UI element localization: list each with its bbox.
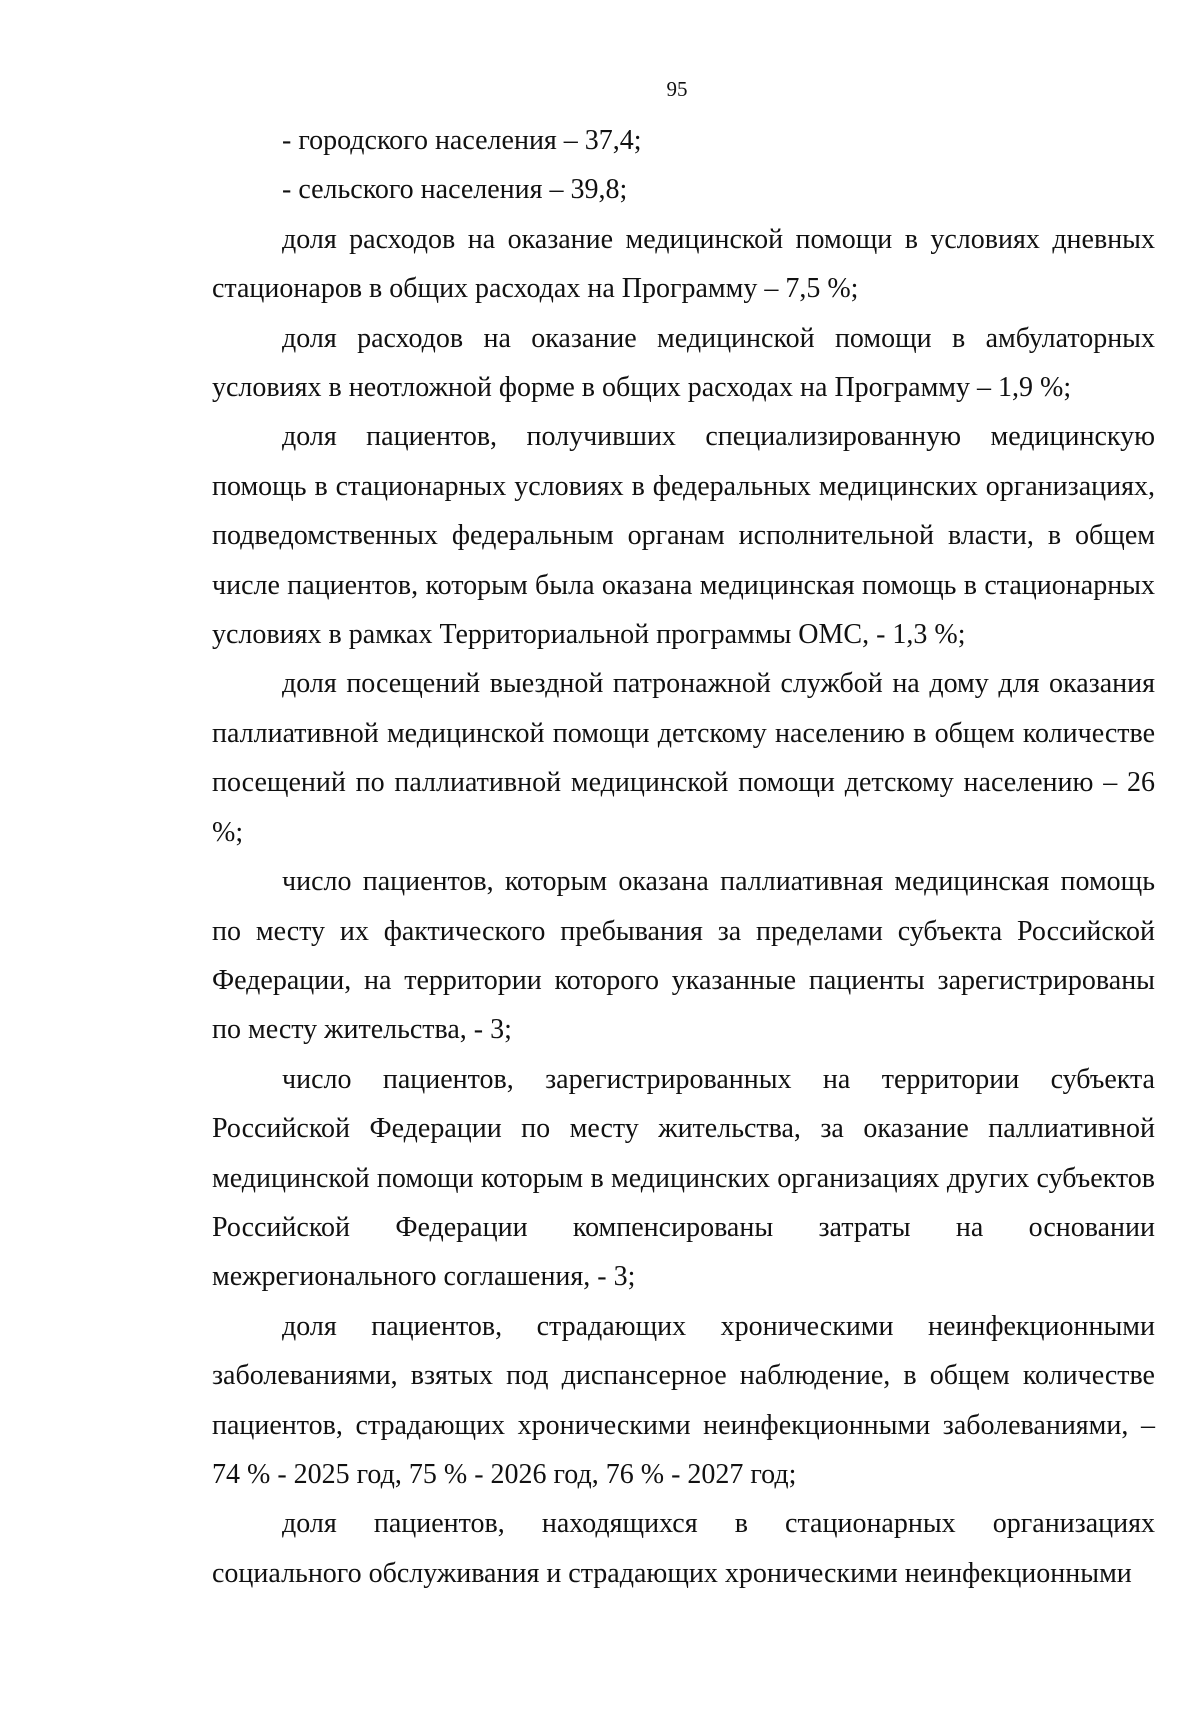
- paragraph-palliative-outside-region: число пациентов, которым оказана паллиативная медицинская помощь по месту их фактического пребывания за пределами субъекта Российской Федерации, на территории которого указанные пациенты зарегистрированы по месту жительства, - 3;: [212, 866, 1155, 1046]
- paragraph-palliative-visits-share: доля посещений выездной патронажной службой на дому для оказания паллиативной медицинской помощи детскому населению в общем количестве посещений по паллиативной медицинской помощи детскому населению – 26 %;: [212, 668, 1155, 848]
- paragraph-emergency-outpatient-share: доля расходов на оказание медицинской помощи в амбулаторных условиях в неотложной форме в общих расходах на Программу – 1,9 %;: [212, 322, 1155, 404]
- paragraph-federal-organizations-share: доля пациентов, получивших специализированную медицинскую помощь в стационарных условиях в федеральных медицинских организациях, подведомственных федеральным органам исполнительной власти, в общем числе пациентов, которым была оказана медицинская помощь в стационарных условиях в рамках Территориальной программы ОМС, - 1,3 %;: [212, 421, 1155, 651]
- paragraph-palliative-compensated: число пациентов, зарегистрированных на территории субъекта Российской Федерации по месту жительства, за оказание паллиативной медицинской помощи которым в медицинских организациях других субъектов Российской Федерации компенсированы затраты на основании межрегионального соглашения, - 3;: [212, 1063, 1155, 1293]
- paragraph-chronic-disease-dispensary: доля пациентов, страдающих хроническими неинфекционными заболеваниями, взятых под диспансерное наблюдение, в общем количестве пациентов, страдающих хроническими неинфекционными заболеваниями, – 74 % - 2025 год, 75 % - 2026 год, 76 % - 2027 год;: [212, 1310, 1155, 1490]
- paragraph-day-hospital-share: доля расходов на оказание медицинской помощи в условиях дневных стационаров в общих расходах на Программу – 7,5 %;: [212, 223, 1155, 305]
- document-body: [212, 116, 1155, 1598]
- list-item-urban: - городского населения – 37,4;: [282, 125, 642, 156]
- paragraph-social-service-patients: доля пациентов, находящихся в стационарных организациях социального обслуживания и страдающих хроническими неинфекционными: [212, 1508, 1155, 1589]
- page-number: 95: [666, 77, 688, 101]
- list-item-rural: - сельского населения – 39,8;: [282, 174, 628, 206]
